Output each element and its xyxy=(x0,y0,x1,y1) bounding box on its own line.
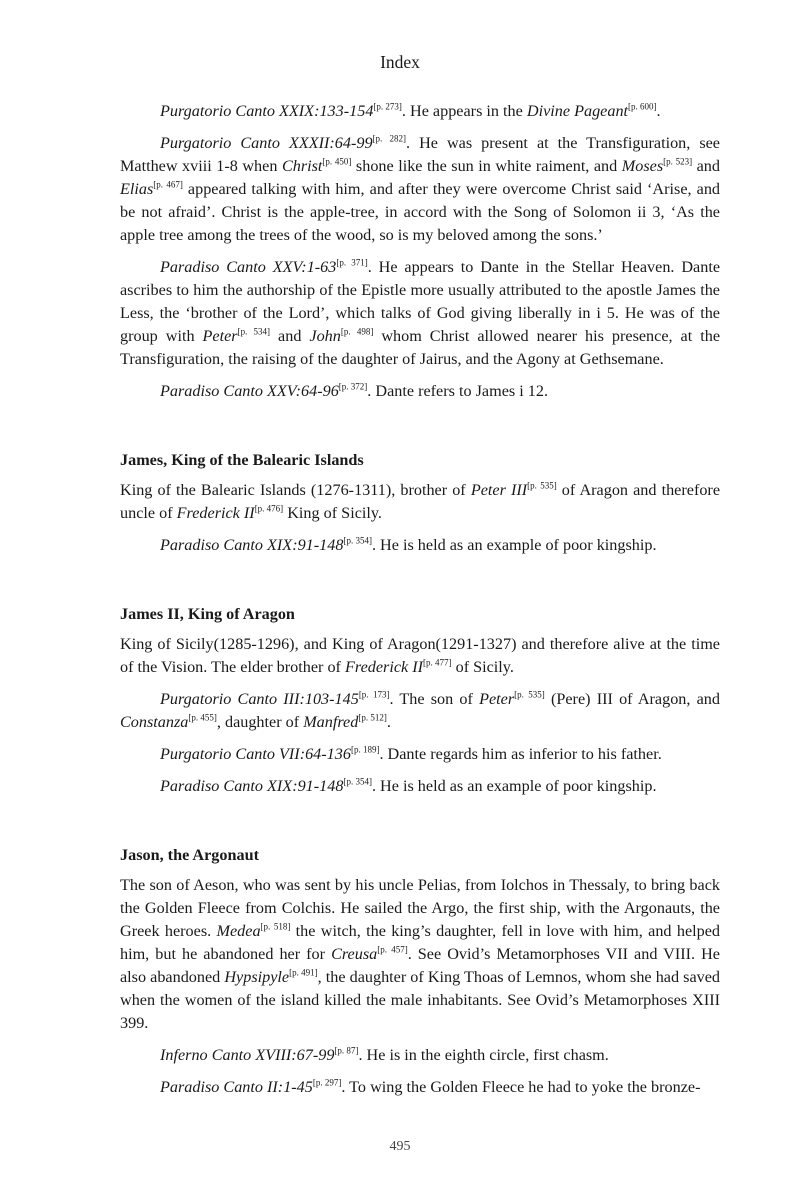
italic-ref: Constanza xyxy=(120,713,189,731)
italic-ref: Paradiso Canto XXV:1-63 xyxy=(160,258,337,276)
canto-reference xyxy=(120,132,720,247)
text-run: , the daughter of King Thoas of Lemnos, whom she had saved when the women of the island killed the male inhabitants. See Ovid’s Metamorphoses XIII 399. xyxy=(120,968,720,1032)
page-ref: [p. 354] xyxy=(343,776,372,787)
entry-heading: James II, King of Aragon xyxy=(120,605,295,623)
italic-ref: Paradiso Canto II:1-45 xyxy=(160,1078,313,1096)
page-ref: [p. 450] xyxy=(322,156,352,167)
text-run: . To wing the Golden Fleece he had to yoke the bronze- xyxy=(341,1078,701,1096)
italic-ref: Purgatorio Canto III:103-145 xyxy=(160,690,359,708)
text-run: appeared talking with him, and after they were overcome Christ said ‘Arise, and be not afraid’. Christ is the apple-tree, in accord with the Song of Solomon ii 3, ‘As the apple tree among the trees of the wood, so is my beloved among the sons.’ xyxy=(120,180,721,244)
page-ref: [p. 273] xyxy=(373,101,402,112)
text-run: . xyxy=(656,102,661,120)
italic-ref: John xyxy=(309,327,341,345)
page-ref: [p. 282] xyxy=(372,133,407,144)
italic-ref: Frederick II xyxy=(345,658,424,676)
italic-ref: Christ xyxy=(281,157,323,175)
text-run: . Dante regards him as inferior to his father. xyxy=(379,745,662,763)
page-ref: [p. 173] xyxy=(358,689,390,700)
text-run: . He appears to Dante in the Stellar Heaven. Dante ascribes to him the authorship of the Epistle more usually attributed to the apostle James the Less, the ‘brother of the Lord’, which talks of God giving liberally in i 5. He was of the group with xyxy=(120,258,720,345)
italic-ref: Purgatorio Canto XXIX:133-154 xyxy=(160,102,374,120)
page-ref: [p. 189] xyxy=(350,744,380,755)
page-ref: [p. 297] xyxy=(312,1077,342,1088)
text-run: . Dante refers to James i 12. xyxy=(367,382,548,400)
italic-ref: Peter xyxy=(479,690,515,708)
text-run: of Aragon and therefore uncle of xyxy=(120,481,721,522)
italic-ref: Elias xyxy=(120,180,154,198)
canto-reference xyxy=(120,534,720,557)
page-ref: [p. 455] xyxy=(188,712,217,723)
canto-reference xyxy=(120,1076,720,1099)
text-run: . He is held as an example of poor kingship. xyxy=(371,777,657,795)
italic-ref: Manfred xyxy=(303,713,359,731)
italic-ref: Paradiso Canto XIX:91-148 xyxy=(160,777,344,795)
canto-reference xyxy=(120,1044,720,1067)
entry-description xyxy=(120,633,720,679)
text-run: . He appears in the xyxy=(401,102,527,120)
italic-ref: Moses xyxy=(621,157,664,175)
italic-ref: Creusa xyxy=(331,945,378,963)
text-run: King of Sicily. xyxy=(283,504,382,522)
italic-ref: Medea xyxy=(216,922,261,940)
text-run: of Sicily. xyxy=(451,658,514,676)
text-run: shone like the sun in white raiment, and xyxy=(351,157,622,175)
text-run: whom Christ allowed nearer his presence, at the Transfiguration, the raising of the daughter of Jairus, and the Agony at Gethsemane. xyxy=(120,327,721,368)
page-ref: [p. 372] xyxy=(338,381,368,392)
text-run: , daughter of xyxy=(216,713,304,731)
page-ref: [p. 498] xyxy=(340,326,374,337)
italic-ref: Peter III xyxy=(470,481,528,499)
italic-ref: Inferno Canto XVIII:67-99 xyxy=(160,1046,335,1064)
page-ref: [p. 87] xyxy=(334,1045,359,1056)
text-run: and xyxy=(692,157,720,175)
running-header: Index xyxy=(380,52,420,72)
text-run: . He is in the eighth circle, first chasm. xyxy=(358,1046,609,1064)
page-ref: [p. 518] xyxy=(260,921,291,932)
canto-reference xyxy=(120,256,720,371)
page-ref: [p. 523] xyxy=(663,156,693,167)
page-ref: [p. 477] xyxy=(423,657,452,668)
page-ref: [p. 535] xyxy=(527,480,557,491)
italic-ref: Peter xyxy=(202,327,238,345)
text-run: . xyxy=(386,713,391,731)
text-run: and xyxy=(270,327,310,345)
page-number: 495 xyxy=(389,1139,411,1154)
text-run: . He is held as an example of poor kingship. xyxy=(371,536,657,554)
page-ref: [p. 457] xyxy=(377,944,408,955)
text-run: King of the Balearic Islands (1276-1311), brother of xyxy=(120,481,471,499)
italic-ref: Paradiso Canto XIX:91-148 xyxy=(160,536,344,554)
page-ref: [p. 371] xyxy=(336,257,368,268)
canto-reference xyxy=(120,380,720,403)
canto-reference xyxy=(120,100,720,123)
canto-reference xyxy=(120,688,720,734)
canto-reference xyxy=(120,743,720,766)
italic-ref: Paradiso Canto XXV:64-96 xyxy=(160,382,339,400)
page-ref: [p. 476] xyxy=(254,503,284,514)
entry-heading: Jason, the Argonaut xyxy=(120,846,259,864)
page-ref: [p. 535] xyxy=(514,689,545,700)
text-run: . See Ovid’s Metamorphoses VII and VIII. He also abandoned xyxy=(120,945,720,986)
entry-description xyxy=(120,479,720,525)
page-ref: [p. 491] xyxy=(289,967,318,978)
canto-reference xyxy=(120,775,720,798)
text-run: the witch, the king’s daughter, fell in love with him, and helped him, but he abandoned her for xyxy=(120,922,720,963)
italic-ref: Frederick II xyxy=(176,504,255,522)
italic-ref: Purgatorio Canto XXXII:64-99 xyxy=(160,134,373,152)
entry-description xyxy=(120,874,720,1035)
italic-ref: Divine Pageant xyxy=(526,102,629,120)
page-ref: [p. 354] xyxy=(343,535,372,546)
italic-ref: Purgatorio Canto VII:64-136 xyxy=(160,745,351,763)
entry-heading: James, King of the Balearic Islands xyxy=(120,451,364,469)
page-ref: [p. 467] xyxy=(153,179,183,190)
italic-ref: Hypsipyle xyxy=(224,968,290,986)
text-run: (Pere) III of Aragon, and xyxy=(544,690,720,708)
page-ref: [p. 512] xyxy=(358,712,387,723)
page-ref: [p. 534] xyxy=(237,326,271,337)
text-run: . He was present at the Transfiguration, see Matthew xviii 1-8 when xyxy=(120,134,720,175)
text-run: . The son of xyxy=(389,690,480,708)
page-ref: [p. 600] xyxy=(628,101,657,112)
index-body xyxy=(120,100,720,1108)
text-run: The son of Aeson, who was sent by his uncle Pelias, from Iolchos in Thessaly, to bring back the Golden Fleece from Colchis. He sailed the Argo, the first ship, with the Argonauts, the Greek heroes. xyxy=(120,876,720,940)
text-run: King of Sicily(1285-1296), and King of Aragon(1291-1327) and therefore alive at the time of the Vision. The elder brother of xyxy=(120,635,720,676)
